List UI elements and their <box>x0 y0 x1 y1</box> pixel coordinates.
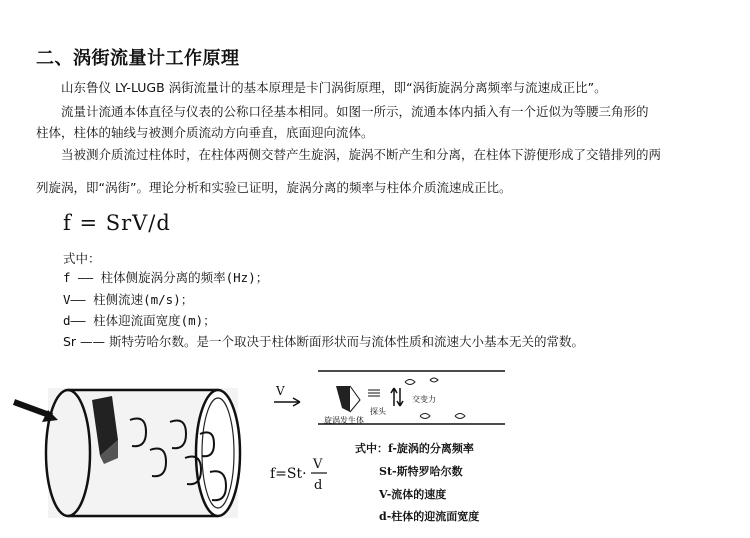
legend-line-st: St-斯特罗哈尔数 <box>379 465 463 478</box>
where-label: 式中： <box>63 251 101 266</box>
figure-formula-lhs: f=St· <box>270 466 307 482</box>
probe-label: 探头 <box>370 407 386 416</box>
figure-legend <box>355 441 479 523</box>
alternating-force-label: 交变力 <box>412 395 436 404</box>
flow-arrow-icon <box>274 398 300 406</box>
definition-sr: Sr —— 斯特劳哈尔数。是一个取决于柱体断面形状而与流体性质和流速大小基本无关的常数。 <box>63 334 585 349</box>
main-formula: f = SrV/d <box>63 211 171 235</box>
paragraph-principle: 山东鲁仪 LY-LUGB 涡街流量计的基本原理是卡门涡街原理，即“涡街旋涡分离频率与流速成正比”。 <box>36 80 607 95</box>
flow-velocity-label: V <box>276 384 285 398</box>
paragraph-vortex-shedding: 当被测介质流过柱体时，在柱体两侧交替产生旋涡，旋涡不断产生和分离，在柱体下游便形成了交错排列的两 <box>36 147 662 162</box>
legend-line-f: 式中：f-旋涡的分离频率 <box>355 442 474 455</box>
figure-formula <box>270 457 327 493</box>
figure-formula-numerator: V <box>313 457 323 472</box>
definition-d: d—— 柱体迎流面宽度(m)； <box>63 313 216 328</box>
definition-v: V—— 柱侧流速(m/s)； <box>63 292 194 307</box>
legend-line-v: V-流体的速度 <box>379 488 447 501</box>
definition-f: f —— 柱体侧旋涡分离的频率(Hz)； <box>63 270 269 285</box>
section-heading: 二、涡街流量计工作原理 <box>36 48 240 69</box>
paragraph-vortex-street: 列旋涡，即“涡街”。理论分析和实验已证明，旋涡分离的频率与柱体介质流速成正比。 <box>36 180 512 195</box>
vortex-generator-label: 旋涡发生体 <box>324 416 364 425</box>
figure-vortex-flowmeter <box>0 360 750 534</box>
vortex-street-schematic <box>274 371 505 425</box>
legend-line-d: d-柱体的迎流面宽度 <box>379 510 480 523</box>
paragraph-body-diameter: 流量计流通本体直径与仪表的公称口径基本相同。如图一所示，流通本体内插入有一个近似为等腰三角形的 <box>36 104 649 119</box>
figure-formula-denominator: d <box>314 478 323 493</box>
pipe-illustration <box>14 388 240 518</box>
paragraph-bluff-body: 柱体，柱体的轴线与被测介质流动方向垂直，底面迎向流体。 <box>36 125 374 140</box>
bluff-body-icon <box>336 386 350 412</box>
